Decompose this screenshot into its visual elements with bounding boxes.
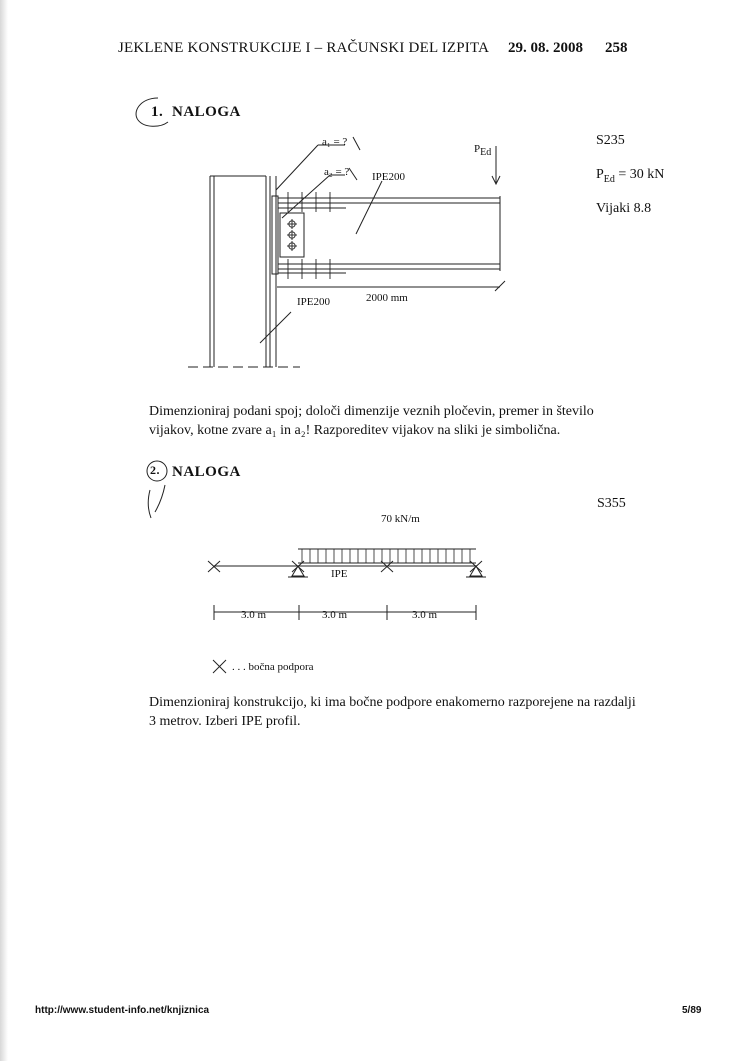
span3-label: 3.0 m: [412, 609, 438, 621]
task1-number: 1.: [151, 104, 164, 120]
task1-load-value: $P_{Ed} = 30$ kN: [596, 167, 665, 185]
task1-material: S235: [596, 133, 625, 148]
task2-material: S355: [597, 496, 626, 511]
page-header-number: 258: [605, 40, 628, 56]
beam-profile-label: IPE200: [372, 171, 405, 183]
task2-text-line2: 3 metrov. Izberi IPE profil.: [149, 714, 301, 729]
beam-profile-label-2: IPE: [331, 568, 348, 580]
page-header-title: JEKLENE KONSTRUKCIJE I – RAČUNSKI DEL IZPITA: [118, 40, 490, 56]
task1-heading: NALOGA: [172, 104, 241, 120]
weld-a2-label: a₂ = ?: [324, 166, 350, 178]
lateral-support-legend: . . . bočna podpora: [232, 661, 314, 673]
footer-page-number: 5/89: [682, 1005, 702, 1016]
task2-heading: NALOGA: [172, 464, 241, 480]
column-profile-label: IPE200: [297, 296, 330, 308]
task1-text-line1: Dimenzioniraj podani spoj; določi dimenzije veznih pločevin, premer in število: [149, 404, 594, 419]
load-label: $P_{Ed}$: [474, 143, 492, 159]
task1-text-line2: vijakov, kotne zvare a₁ in a₂! Razporeditev vijakov na sliki je simbolična.: [149, 423, 561, 438]
span2-label: 3.0 m: [322, 609, 348, 621]
task2-number: 2.: [150, 463, 160, 477]
footer-url: http://www.student-info.net/knjiznica: [35, 1005, 210, 1016]
page-header-date: 29. 08. 2008: [508, 40, 583, 56]
task2-text-line1: Dimenzioniraj konstrukcijo, ki ima bočne podpore enakomerno razporejene na razdalji: [149, 695, 636, 710]
distributed-load-label: 70 kN/m: [381, 513, 420, 525]
task1-bolts: Vijaki 8.8: [596, 201, 652, 216]
weld-a1-label: a₁ = ?: [322, 136, 348, 148]
span-label: 2000 mm: [366, 292, 408, 304]
span1-label: 3.0 m: [241, 609, 267, 621]
